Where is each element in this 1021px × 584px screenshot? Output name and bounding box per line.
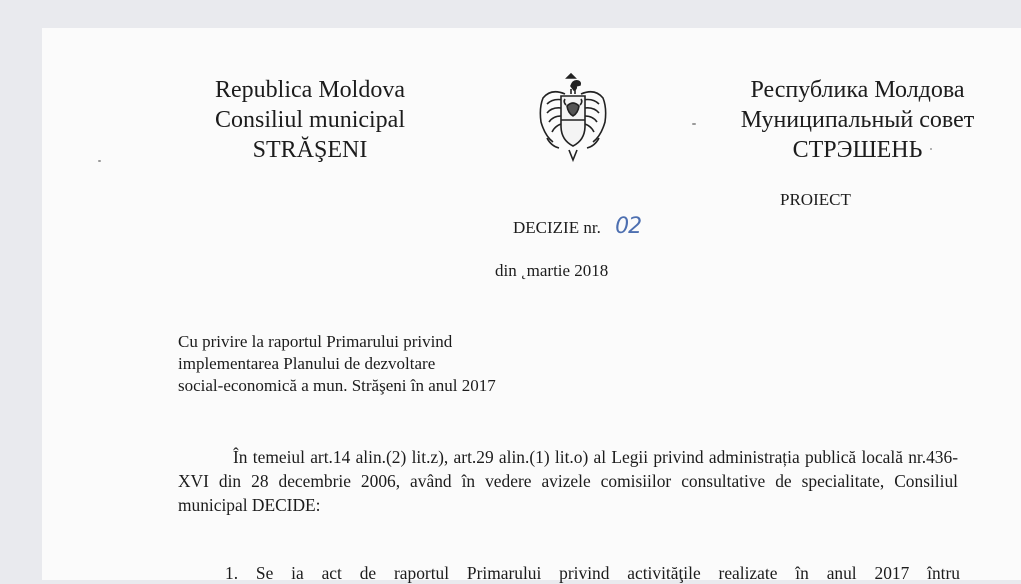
header-ro-line-1: Republica Moldova bbox=[215, 77, 405, 103]
scan-speck bbox=[98, 160, 101, 162]
subject-line-1: Cu privire la raportul Primarului privind bbox=[178, 332, 453, 351]
decision-item-1: 1. Se ia act de raportul Primarului privind activităţile realizate în anul 2017 întru bbox=[225, 563, 960, 583]
header-ro-line-2: Consiliul municipal bbox=[215, 107, 405, 133]
preamble-text: În temeiul art.14 alin.(2) lit.z), art.29 alin.(1) lit.o) al Legii privind administrația publică locală nr.436-XVI din 28 decembrie 2006, având în vedere avizele comisiilor consultative de specialitate, Consiliul municipal DECIDE: bbox=[178, 447, 958, 515]
header-romanian bbox=[190, 75, 430, 165]
decision-subject bbox=[178, 331, 496, 397]
header-russian bbox=[715, 75, 1000, 165]
header-ru-line-2: Муниципальный совет bbox=[740, 107, 975, 133]
preamble-paragraph bbox=[178, 445, 958, 517]
decision-label: DECIZIE nr. bbox=[513, 218, 601, 237]
decision-number-handwritten: 02 bbox=[615, 214, 642, 239]
header-ru-line-1: Республика Молдова bbox=[750, 77, 965, 103]
subject-line-2: implementarea Planului de dezvoltare bbox=[178, 354, 436, 373]
header-ro-line-3: STRĂŞENI bbox=[252, 137, 368, 163]
draft-status-label: PROIECT bbox=[780, 190, 851, 209]
moldova-coat-of-arms-icon bbox=[533, 72, 613, 166]
header-ru-line-3: СТРЭШЕНЬ bbox=[792, 137, 923, 163]
scan-speck bbox=[930, 148, 932, 150]
scan-speck bbox=[692, 123, 696, 125]
decision-date: din ˛martie 2018 bbox=[495, 261, 609, 280]
decision-title bbox=[513, 214, 641, 239]
subject-line-3: social-economică a mun. Străşeni în anul 2017 bbox=[178, 376, 496, 395]
